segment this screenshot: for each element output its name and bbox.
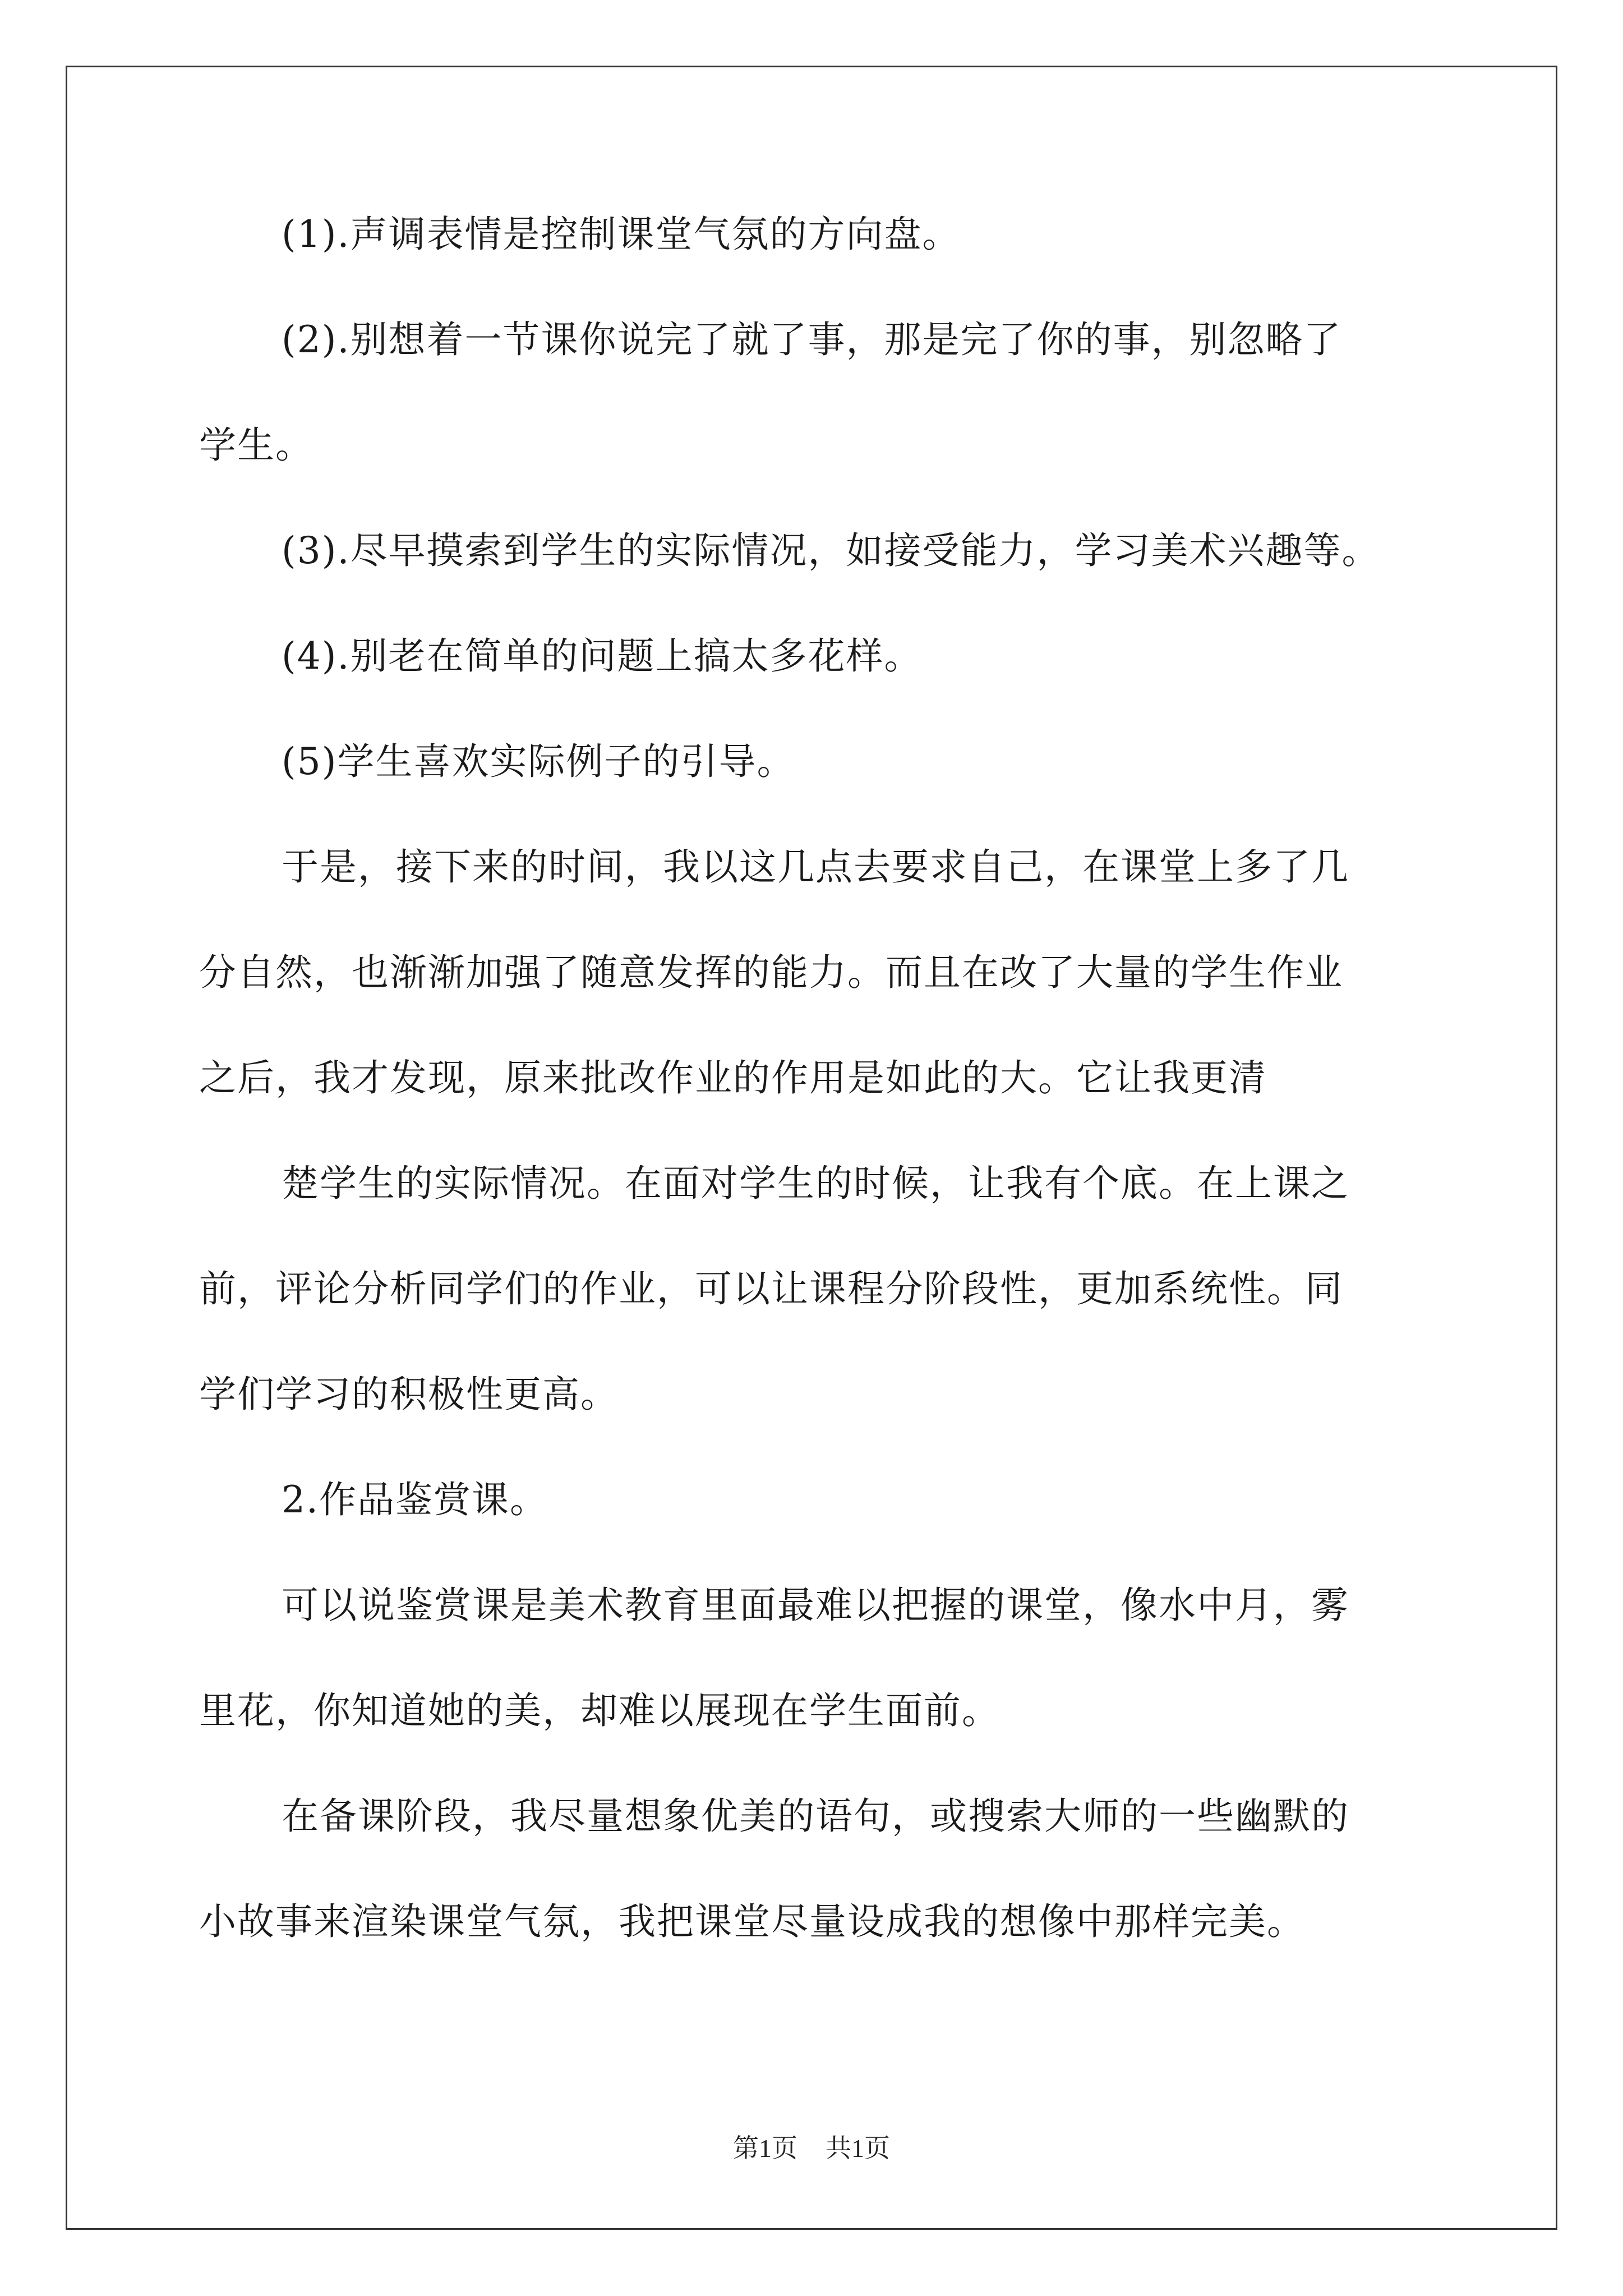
paragraph-line: (2).别想着一节课你说完了就了事，那是完了你的事，别忽略了	[282, 318, 1342, 361]
paragraph-line: 学们学习的积极性更高。	[199, 1373, 619, 1416]
paragraph-line: (3).尽早摸索到学生的实际情况，如接受能力，学习美术兴趣等。	[282, 529, 1380, 572]
page-number-current: 第1页	[733, 2134, 797, 2162]
paragraph-line: (4).别老在简单的问题上搞太多花样。	[282, 634, 923, 678]
paragraph-line: 可以说鉴赏课是美术教育里面最难以把握的课堂，像水中月，雾	[282, 1584, 1349, 1627]
paragraph-line: 前，评论分析同学们的作业，可以让课程分阶段性，更加系统性。同	[199, 1267, 1343, 1310]
paragraph-line: (5)学生喜欢实际例子的引导。	[282, 740, 795, 783]
paragraph-line: (1).声调表情是控制课堂气氛的方向盘。	[282, 213, 961, 256]
paragraph-line: 小故事来渲染课堂气氛，我把课堂尽量设成我的想像中那样完美。	[199, 1900, 1305, 1943]
page-number-total: 共1页	[826, 2134, 890, 2162]
page-footer	[0, 2132, 1623, 2165]
paragraph-line: 里花，你知道她的美，却难以展现在学生面前。	[199, 1689, 1000, 1732]
paragraph-line: 楚学生的实际情况。在面对学生的时候，让我有个底。在上课之	[282, 1162, 1349, 1205]
paragraph-line: 之后，我才发现，原来批改作业的作用是如此的大。它让我更清	[199, 1056, 1267, 1099]
paragraph-line: 学生。	[199, 424, 313, 467]
paragraph-line: 在备课阶段，我尽量想象优美的语句，或搜索大师的一些幽默的	[282, 1795, 1349, 1838]
paragraph-line: 分自然，也渐渐加强了随意发挥的能力。而且在改了大量的学生作业	[199, 951, 1343, 994]
section-heading: 2.作品鉴赏课。	[282, 1478, 548, 1521]
paragraph-line: 于是，接下来的时间，我以这几点去要求自己，在课堂上多了几	[282, 845, 1349, 889]
